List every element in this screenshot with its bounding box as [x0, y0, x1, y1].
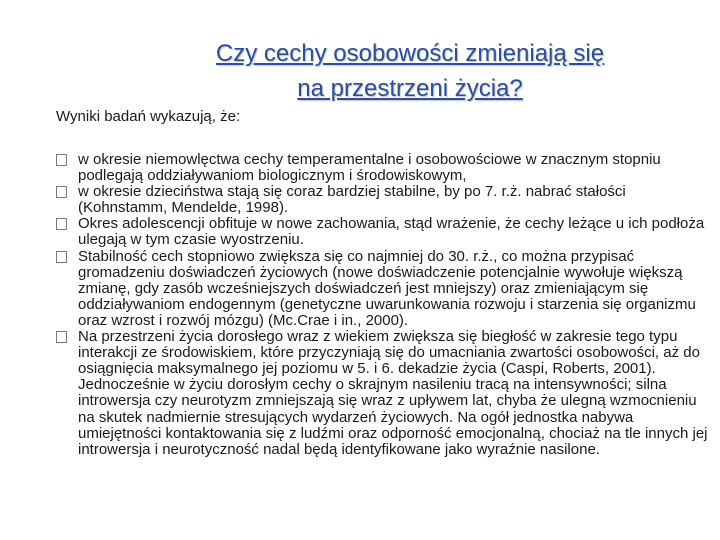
bullet-text: Stabilność cech stopniowo zwiększa się co najmniej do 30. r.ż., co można przypisać gromadzeniu doświadczeń życiowych (nowe doświadczenie potencjalnie wywołuje większą zmianę, gdy zasób wcześniejszych doświadczeń jest mniejszy) oraz zmieniającym się oddziaływaniom endogennym (genetyczne uwarunkowania rozwoju i starzenia się organizmu oraz wzrost i rozwój mózgu) (Mc.Crae i in., 2000). — [78, 247, 696, 329]
intro-text: Wyniki badań wykazują, że: — [56, 108, 241, 125]
square-bullet-icon — [56, 154, 67, 166]
bullet-text: w okresie dzieciństwa stają się coraz bardziej stabilne, by po 7. r.ż. nabrać stałości (Kohnstamm, Mendelde, 1998). — [78, 183, 626, 217]
square-bullet-icon — [56, 218, 67, 230]
slide-title — [140, 36, 680, 106]
bullet-list — [56, 152, 716, 458]
slide-title-line-2: na przestrzeni życia? — [297, 75, 523, 102]
bullet-text: Na przestrzeni życia dorosłego wraz z wiekiem zwiększa się biegłość w zakresie tego typu interakcji ze środowiskiem, które przyczyniają się do umacniania zwartości osobowości, aż do osiągnięcia maksymalnego jej poziomu w 5. i 6. dekadzie życia (Caspi, Roberts, 2001). Jednocześnie w życiu dorosłym cechy o skrajnym nasileniu tracą na intensywności; silna introwersja czy neurotyzm zmniejszają się wraz z upływem lat, chyba że ulegną wzmocnieniu na skutek nadmiernie stresujących wydarzeń życiowych. Na ogół jednostka nabywa umiejętności kontaktowania się z ludźmi oraz odporność emocjonalną, chociaż na tle innych jej introwersja i neurotyczność nadal będą identyfikowane jako wyraźnie nasilone. — [78, 328, 708, 458]
bullet-item — [56, 249, 716, 329]
square-bullet-icon — [56, 186, 67, 198]
slide-title-line-1: Czy cechy osobowości zmieniają się — [215, 40, 605, 67]
bullet-item — [56, 216, 716, 248]
bullet-item — [56, 152, 716, 184]
square-bullet-icon — [56, 251, 67, 263]
bullet-text: Okres adolescencji obfituje w nowe zachowania, stąd wrażenie, że cechy leżące u ich podłoża ulegają w tym czasie wyostrzeniu. — [78, 215, 705, 249]
bullet-text: w okresie niemowlęctwa cechy temperamentalne i osobowościowe w znacznym stopniu podlegają oddziaływaniom biologicznym i środowiskowym, — [78, 151, 661, 185]
square-bullet-icon — [56, 331, 67, 343]
bullet-item — [56, 329, 716, 458]
bullet-item — [56, 184, 716, 216]
